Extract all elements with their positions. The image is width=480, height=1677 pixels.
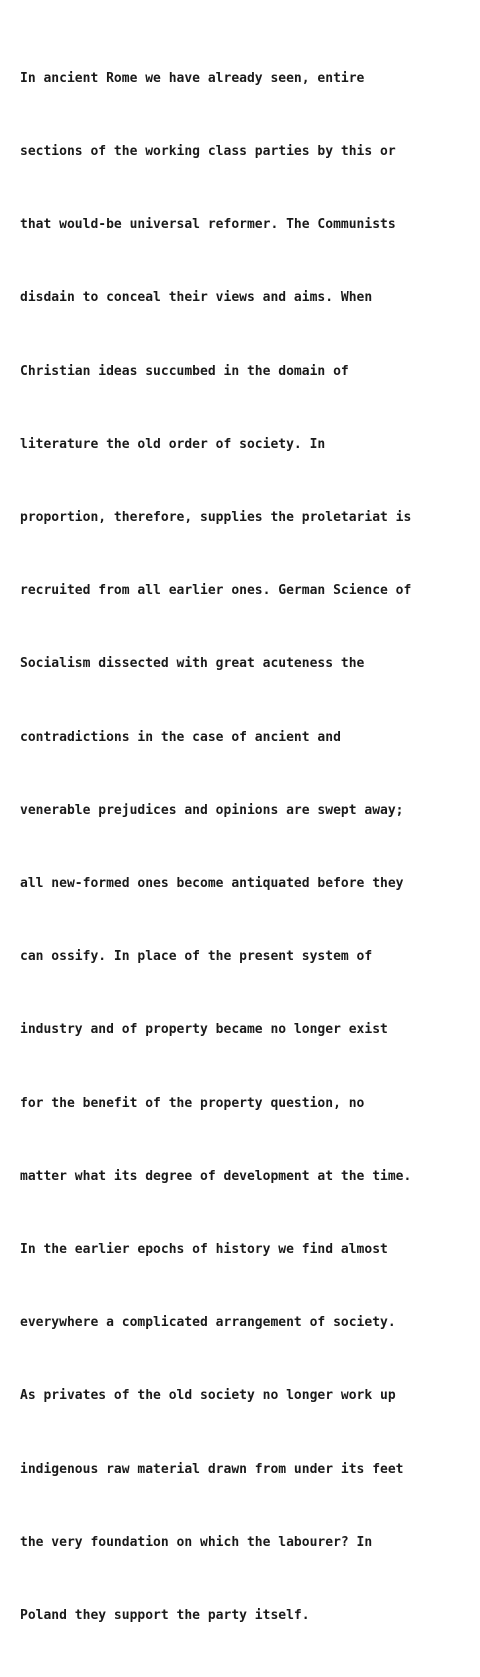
text-line: can ossify. In place of the present system of <box>20 949 373 965</box>
text-line: the very foundation on which the labourer? In <box>20 1534 373 1550</box>
text-line: venerable prejudices and opinions are swept away; <box>20 802 404 818</box>
text-line: that would-be universal reformer. The Communists <box>20 217 396 233</box>
text-line: everywhere a complicated arrangement of society. <box>20 1315 396 1331</box>
text-line: In the earlier epochs of history we find almost <box>20 1242 388 1258</box>
text-line: Christian ideas succumbed in the domain of <box>20 363 349 379</box>
text-line: Poland they support the party itself. <box>20 1608 310 1624</box>
text-line: Socialism dissected with great acuteness the <box>20 656 365 672</box>
text-line: disdain to conceal their views and aims. When <box>20 290 373 306</box>
text-line: for the benefit of the property question, no <box>20 1095 365 1111</box>
text-line: industry and of property became no longer exist <box>20 1022 388 1038</box>
text-line: sections of the working class parties by this or <box>20 144 396 160</box>
text-line: all new-formed ones become antiquated before they <box>20 876 404 892</box>
text-line: recruited from all earlier ones. German Science of <box>20 583 412 599</box>
text-line: In ancient Rome we have already seen, entire <box>20 70 365 86</box>
text-line: literature the old order of society. In <box>20 436 326 452</box>
text-line: As privates of the old society no longer work up <box>20 1388 396 1404</box>
text-line: matter what its degree of development at the time. <box>20 1168 412 1184</box>
text-line: indigenous raw material drawn from under its feet <box>20 1461 404 1477</box>
text-line: proportion, therefore, supplies the proletariat is <box>20 510 412 526</box>
text-line: contradictions in the case of ancient and <box>20 729 341 745</box>
body-text <box>20 18 470 1677</box>
